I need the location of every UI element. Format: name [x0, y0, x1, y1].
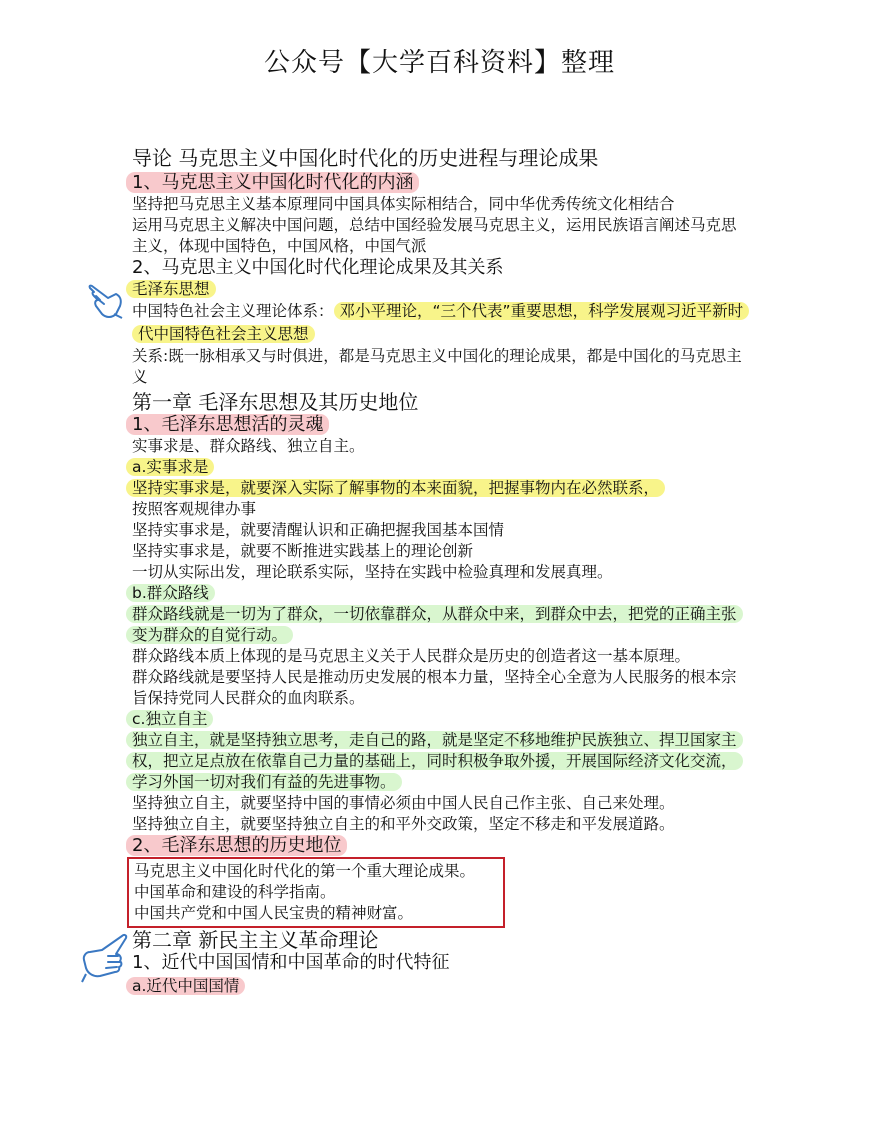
status-item: 中国革命和建设的科学指南。 [134, 883, 336, 901]
ch1-c-heading: c.独立自主 [126, 710, 213, 728]
ch1-section1-heading: 1、毛泽东思想活的灵魂 [126, 414, 329, 435]
intro-section1-p1: 坚持把马克思主义基本原理同中国具体实际相结合，同中华优秀传统文化相结合 [132, 195, 675, 213]
intro-item2-label: 中国特色社会主义理论体系： [132, 302, 334, 320]
ch1-section2-heading: 2、毛泽东思想的历史地位 [126, 835, 347, 856]
chapter2-title: 第二章 新民主主义革命理论 [132, 928, 379, 952]
pointing-hand-icon [78, 930, 134, 986]
ch1-c-highlight: 独立自主，就是坚持独立思考，走自己的路，就是坚定不移地维护民族独立、捍卫国家主权，把立足点放在依靠自己力量的基础上，同时积极争取外援，开展国际经济文化交流，学习外国一切对我们有益的先进事物。 [126, 731, 743, 791]
ch1-a-p1-rest: 按照客观规律办事 [132, 500, 257, 518]
intro-item-mao-thought: 毛泽东思想 [126, 280, 216, 298]
intro-title: 导论 马克思主义中国化时代化的历史进程与理论成果 [132, 146, 599, 170]
ch2-a-heading: a.近代中国国情 [126, 977, 245, 995]
ch1-b-highlight: 群众路线就是一切为了群众，一切依靠群众，从群众中来，到群众中去，把党的正确主张变为群众的自觉行动。 [126, 605, 743, 644]
ch2-section1-heading: 1、近代中国国情和中国革命的时代特征 [132, 952, 450, 973]
notes-content [132, 146, 750, 997]
status-item: 马克思主义中国化时代化的第一个重大理论成果。 [134, 862, 476, 880]
page-header: 公众号【大学百科资料】整理 [263, 48, 615, 78]
intro-section1-heading: 1、马克思主义中国化时代化的内涵 [126, 172, 419, 193]
ch1-c-p3: 坚持独立自主，就要坚持独立自主的和平外交政策，坚定不移走和平发展道路。 [132, 815, 675, 833]
ch1-a-p3: 坚持实事求是，就要不断推进实践基上的理论创新 [132, 542, 474, 560]
ch1-section1-intro: 实事求是、群众路线、独立自主。 [132, 437, 365, 455]
intro-section2-heading: 2、马克思主义中国化时代化理论成果及其关系 [132, 257, 504, 278]
ch1-c-p2: 坚持独立自主，就要坚持中国的事情必须由中国人民自己作主张、自己来处理。 [132, 794, 675, 812]
historical-status-box [127, 857, 505, 928]
ch1-a-p2: 坚持实事求是，就要清醒认识和正确把握我国基本国情 [132, 521, 505, 539]
ch1-b-p2: 群众路线本质上体现的是马克思主义关于人民群众是历史的创造者这一基本原理。 [132, 647, 691, 665]
pointing-hand-icon [86, 278, 128, 322]
ch1-b-p3: 群众路线就是要坚持人民是推动历史发展的根本力量，坚持全心全意为人民服务的根本宗旨保持党同人民群众的血肉联系。 [132, 668, 737, 707]
ch1-a-highlight: 坚持实事求是，就要深入实际了解事物的本来面貌，把握事物内在必然联系， [126, 479, 665, 497]
chapter1-title: 第一章 毛泽东思想及其历史地位 [132, 390, 419, 414]
intro-relation: 关系:既一脉相承又与时俱进，都是马克思主义中国化的理论成果，都是中国化的马克思主义 [132, 347, 742, 386]
ch1-b-heading: b.群众路线 [126, 584, 215, 602]
intro-item2-highlight: 邓小平理论，“三个代表”重要思想，科学发展观习近平新时代中国特色社会主义思想 [132, 302, 749, 343]
intro-section1-p2: 运用马克思主义解决中国问题，总结中国经验发展马克思主义，运用民族语言阐述马克思主义，体现中国特色，中国风格，中国气派 [132, 216, 737, 255]
ch1-a-p4: 一切从实际出发，理论联系实际，坚持在实践中检验真理和发展真理。 [132, 563, 613, 581]
ch1-a-heading: a.实事求是 [126, 458, 214, 476]
status-item: 中国共产党和中国人民宝贵的精神财富。 [134, 904, 414, 922]
